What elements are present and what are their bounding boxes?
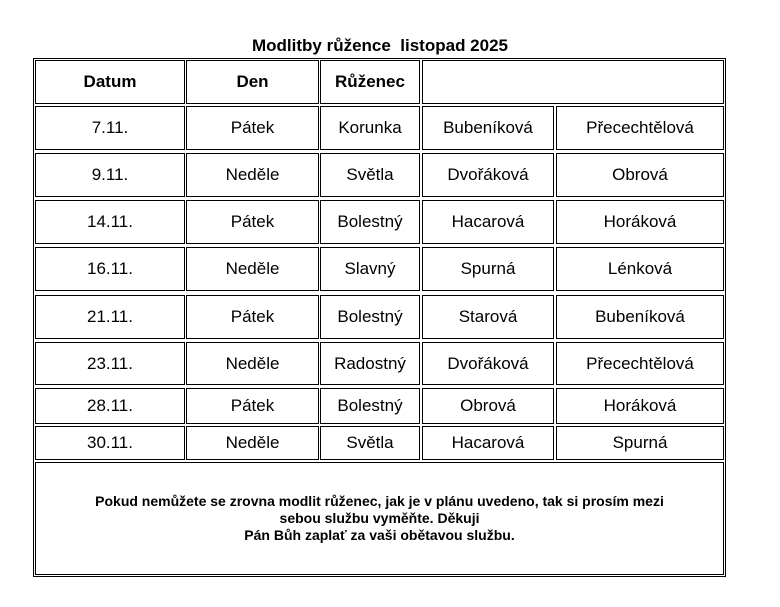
table-cell-den: Neděle [186, 153, 319, 197]
table-cell-den: Pátek [186, 295, 319, 339]
table-cell-datum: 9.11. [35, 153, 185, 197]
table-cell-ruzenec: Radostný [320, 342, 420, 385]
table-cell-datum: 16.11. [35, 247, 185, 291]
table-cell-osoba2: Bubeníková [556, 295, 724, 339]
table-cell-datum: 7.11. [35, 106, 185, 150]
table-cell-den: Pátek [186, 106, 319, 150]
table-cell-datum: 21.11. [35, 295, 185, 339]
table-cell-osoba2: Přecechtělová [556, 106, 724, 150]
table-cell-ruzenec: Bolestný [320, 295, 420, 339]
table-cell-osoba1: Dvořáková [422, 342, 554, 385]
table-cell-den: Neděle [186, 342, 319, 385]
table-cell-osoba2: Horáková [556, 388, 724, 424]
table-cell-osoba2: Horáková [556, 200, 724, 244]
table-cell-osoba1: Bubeníková [422, 106, 554, 150]
table-cell-datum: 14.11. [35, 200, 185, 244]
table-cell-datum: 30.11. [35, 426, 185, 460]
note-line-1: Pokud nemůžete se zrovna modlit růženec, jak je v plánu uvedeno, tak si prosím mezi [95, 493, 664, 509]
note-line-3: Pán Bůh zaplať za vaši obětavou službu. [244, 527, 515, 543]
table-cell-osoba1: Hacarová [422, 200, 554, 244]
header-osoby [422, 60, 724, 104]
table-cell-ruzenec: Bolestný [320, 200, 420, 244]
table-cell-ruzenec: Korunka [320, 106, 420, 150]
table-cell-osoba1: Hacarová [422, 426, 554, 460]
header-datum: Datum [35, 60, 185, 104]
table-cell-den: Pátek [186, 388, 319, 424]
header-ruzenec: Růženec [320, 60, 420, 104]
table-cell-datum: 28.11. [35, 388, 185, 424]
table-cell-ruzenec: Slavný [320, 247, 420, 291]
table-cell-osoba1: Dvořáková [422, 153, 554, 197]
note-box [35, 462, 724, 575]
table-cell-ruzenec: Bolestný [320, 388, 420, 424]
note-line-2: sebou službu vyměňte. Děkuji [279, 510, 480, 526]
table-cell-osoba2: Lénková [556, 247, 724, 291]
table-cell-den: Pátek [186, 200, 319, 244]
table-cell-osoba2: Spurná [556, 426, 724, 460]
table-cell-osoba2: Přecechtělová [556, 342, 724, 385]
table-cell-ruzenec: Světla [320, 426, 420, 460]
table-cell-osoba2: Obrová [556, 153, 724, 197]
table-cell-osoba1: Starová [422, 295, 554, 339]
page-title: Modlitby růžence listopad 2025 [251, 36, 508, 55]
header-den: Den [186, 60, 319, 104]
table-cell-osoba1: Spurná [422, 247, 554, 291]
table-cell-den: Neděle [186, 426, 319, 460]
table-cell-ruzenec: Světla [320, 153, 420, 197]
table-cell-den: Neděle [186, 247, 319, 291]
table-cell-datum: 23.11. [35, 342, 185, 385]
table-cell-osoba1: Obrová [422, 388, 554, 424]
